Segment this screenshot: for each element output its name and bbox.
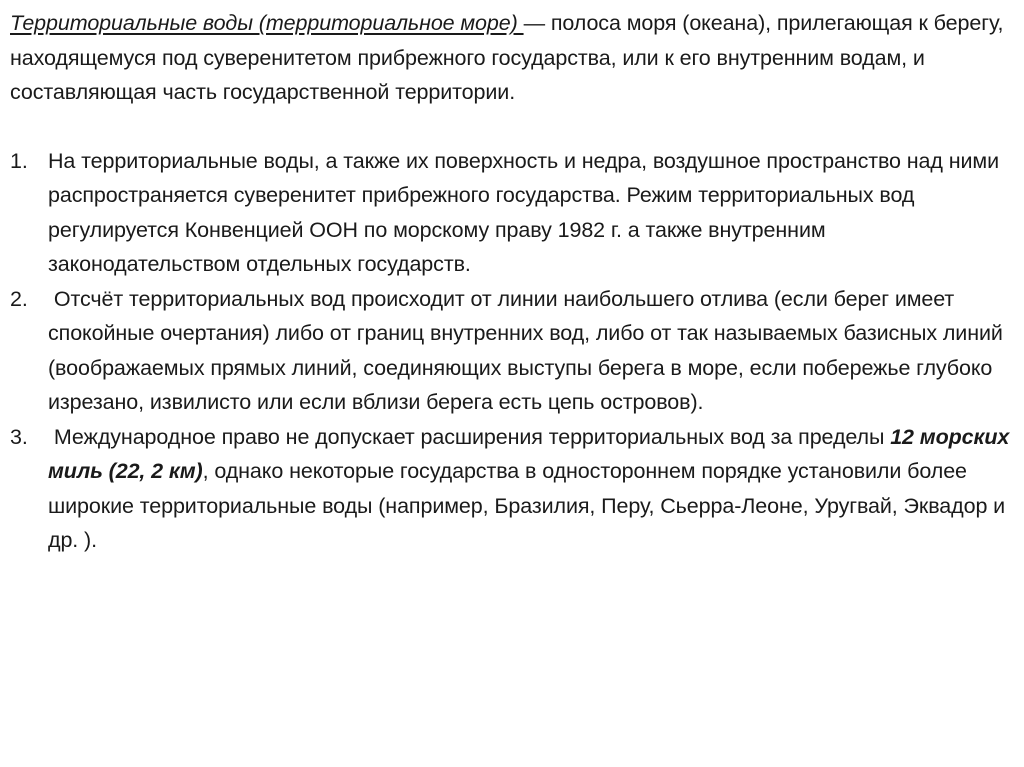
definition-term: Территориальные воды (территориальное море)	[10, 11, 524, 35]
definition-paragraph	[10, 6, 1014, 110]
list-item-emphasis: 12 морских миль (22, 2 км)	[48, 424, 1016, 483]
list-item-number: 2.	[10, 286, 28, 311]
list-item-number: 3.	[10, 424, 28, 449]
list-item-text: На территориальные воды, а также их поверхность и недра, воздушное пространство над ними распространяется суверенитет прибрежного государства. Режим территориальных вод регулируется Конвенцией ООН по морскому праву 1982 г. а также внутренним законодательством отдельных государств.	[48, 148, 1000, 276]
list-item-number: 1.	[10, 148, 28, 173]
definition-text: — полоса моря (океана), прилегающая к берегу, находящемуся под суверенитетом прибрежного государства, или к его внутренним водам, и составляющая часть государственной территории.	[10, 11, 1004, 104]
list-item-text-before: Международное право не допускает расширения территориальных вод за пределы	[48, 424, 891, 449]
slide-content	[10, 6, 1014, 558]
list-item	[10, 420, 1014, 558]
list-item-text-after: , однако некоторые государства в одностороннем порядке установили более широкие территориальные воды (например, Бразилия, Перу, Сьерра-Леоне, Уругвай, Эквадор и др. ).	[48, 459, 1011, 552]
list-item-text: Отсчёт территориальных вод происходит от линии наибольшего отлива (если берег имеет спокойные очертания) либо от границ внутренних вод, либо от так называемых базисных линий (воображаемых прямых линий, соединяющих выступы берега в море, если побережье глубоко изрезано, извилисто или если вблизи берега есть цепь островов).	[48, 286, 1009, 414]
list-item-text	[48, 420, 1014, 558]
numbered-list	[10, 144, 1014, 558]
list-item	[10, 282, 1014, 420]
list-item	[10, 144, 1014, 282]
